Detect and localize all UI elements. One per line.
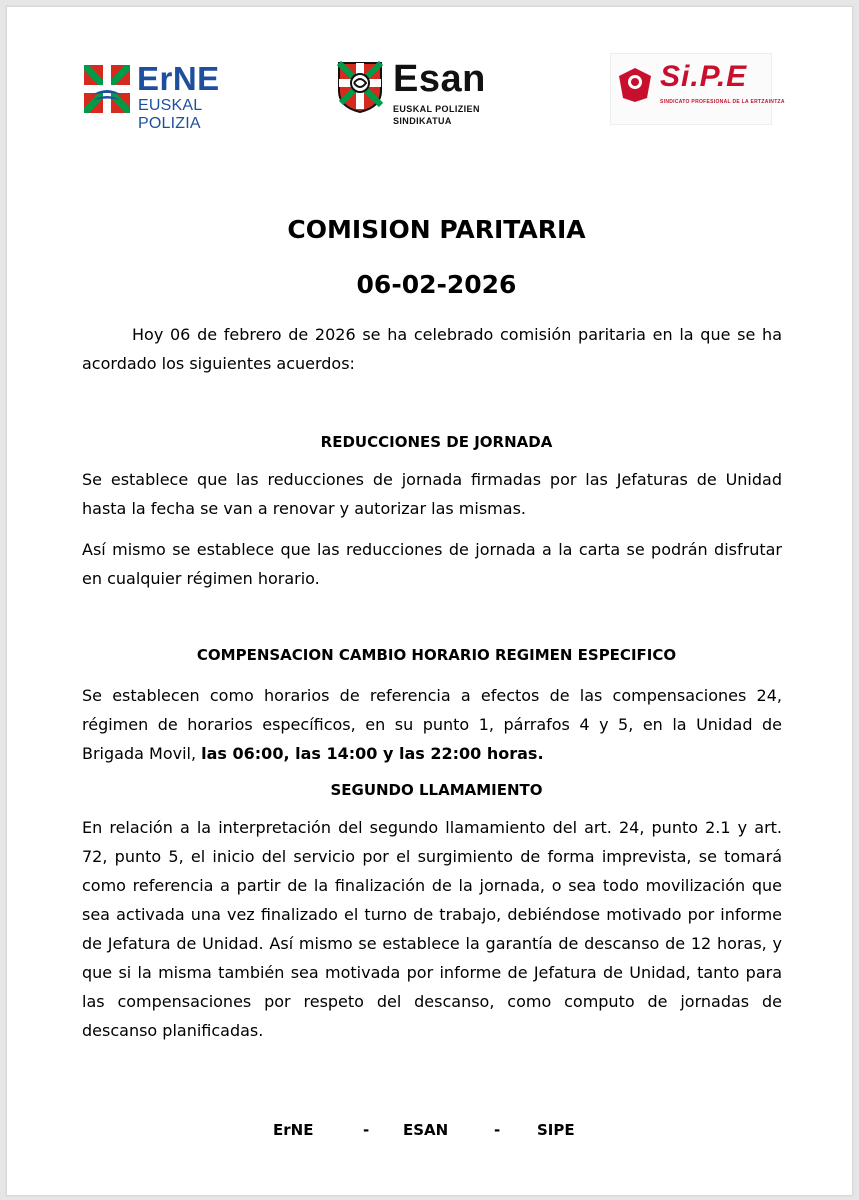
document-date: 06-02-2026	[356, 270, 517, 299]
erne-logo-name: ErNE	[137, 60, 220, 97]
document-page	[6, 6, 853, 1196]
sipe-logo-name: Si.P.E	[660, 60, 748, 93]
sipe-badge-icon	[618, 67, 652, 103]
footer-signatures	[7, 1121, 859, 1145]
esan-logo-subtitle: EUSKAL POLIZIEN SINDIKATUA	[393, 104, 480, 126]
section-paragraph: Se establece que las reducciones de jornada firmadas por las Jefaturas de Unidad hasta la fecha se van a renovar y autorizar las mismas.	[82, 470, 782, 518]
section-paragraph: Así mismo se establece que las reducciones de jornada a la carta se podrán disfrutar en cualquier régimen horario.	[82, 540, 782, 588]
intro-paragraph	[82, 320, 782, 378]
intro-text: Hoy 06 de febrero de 2026 se ha celebrado comisión paritaria en la que se ha acordado los siguientes acuerdos:	[82, 325, 782, 373]
footer-org-erne: ErNE	[273, 1121, 314, 1139]
sipe-logo-subtitle: SINDICATO PROFESIONAL DE LA ERTZAINTZA	[660, 99, 785, 105]
footer-separator: -	[494, 1121, 501, 1139]
esan-logo	[333, 57, 513, 126]
section-heading-reducciones: REDUCCIONES DE JORNADA	[320, 433, 553, 451]
paragraph-bold-hours: las 06:00, las 14:00 y las 22:00 horas.	[201, 744, 544, 763]
footer-org-sipe: SIPE	[537, 1121, 575, 1139]
section-paragraph	[82, 681, 782, 768]
erne-logo-subtitle: EUSKAL POLIZIA	[138, 97, 202, 132]
esan-shield-icon	[337, 61, 383, 113]
paragraph-text: Se establecen como horarios de referencia a efectos de las compensaciones 24, régimen de horarios específicos, en su punto 1, párrafos 4 y 5, en la Unidad de Brigada Movil,	[82, 686, 782, 763]
footer-org-esan: ESAN	[403, 1121, 449, 1139]
section-heading-segundo-llamamiento: SEGUNDO LLAMAMIENTO	[330, 781, 543, 799]
erne-logo	[80, 59, 250, 132]
document-title: COMISION PARITARIA	[287, 215, 586, 244]
footer-separator: -	[363, 1121, 370, 1139]
esan-logo-name: Esan	[393, 58, 486, 100]
section-heading-compensacion: COMPENSACION CAMBIO HORARIO REGIMEN ESPECIFICO	[196, 646, 677, 664]
ikurrina-flag-icon	[84, 65, 130, 113]
sipe-logo	[610, 53, 785, 123]
section-paragraph: En relación a la interpretación del segundo llamamiento del art. 24, punto 2.1 y art. 72, punto 5, el inicio del servicio por el surgimiento de forma imprevista, se tomará como referencia a partir de la finalización de la jornada, o sea todo movilización que sea activada una vez finalizado el turno de trabajo, debiéndose motivado por informe de Jefatura de Unidad. Así mismo se establece la garantía de descanso de 12 horas, y que si la misma también sea motivada por informe de Jefatura de Unidad, tanto para las compensaciones por respeto del descanso, como computo de jornadas de descanso planificadas.	[82, 818, 782, 1040]
